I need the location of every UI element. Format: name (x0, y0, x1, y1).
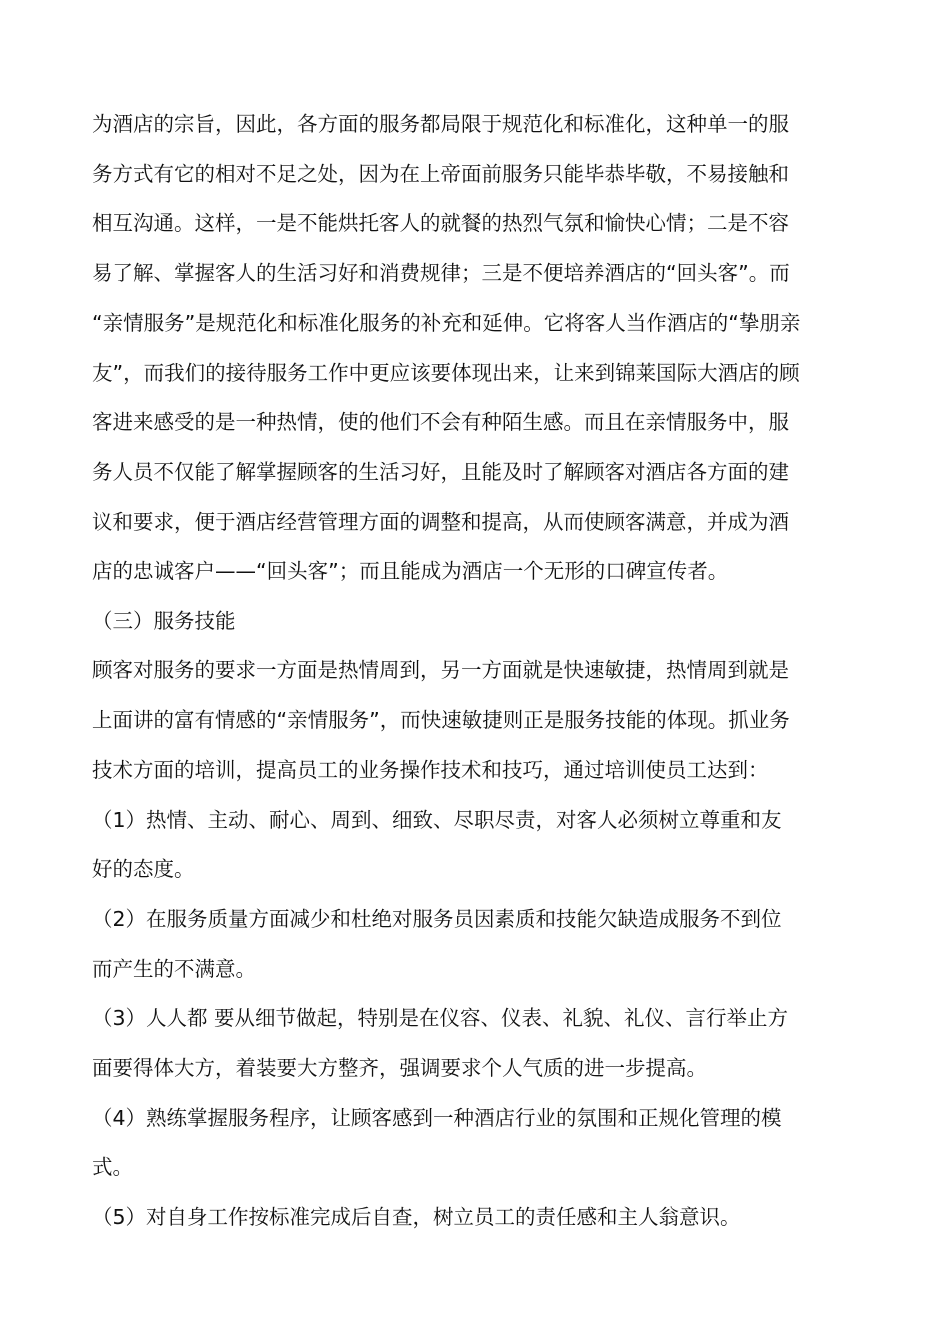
text-line: 好的态度。 (92, 857, 195, 881)
text-line: 面要得体大方，着装要大方整齐，强调要求个人气质的进一步提高。 (92, 1056, 707, 1080)
list-item-1: （1）热情、主动、耐心、周到、细致、尽职尽责，对客人必须树立尊重和友 (92, 808, 782, 832)
text-line: 上面讲的富有情感的“亲情服务”，而快速敏捷则正是服务技能的体现。抓业务 (92, 708, 790, 732)
text-line: 为酒店的宗旨，因此，各方面的服务都局限于规范化和标准化，这种单一的服 (92, 112, 789, 136)
text-line: 相互沟通。这样，一是不能烘托客人的就餐的热烈气氛和愉快心情；二是不容 (92, 211, 789, 235)
list-item-4: （4）熟练掌握服务程序，让顾客感到一种酒店行业的氛围和正规化管理的模 (92, 1106, 782, 1130)
text-line: “亲情服务”是规范化和标准化服务的补充和延伸。它将客人当作酒店的“挚朋亲 (92, 311, 801, 335)
text-line: 友”，而我们的接待服务工作中更应该要体现出来，让来到锦莱国际大酒店的顾 (92, 361, 800, 385)
section-heading: （三）服务技能 (92, 609, 236, 633)
text-line: 而产生的不满意。 (92, 957, 256, 981)
text-line: 店的忠诚客户——“回头客”；而且能成为酒店一个无形的口碑宣传者。 (92, 559, 729, 583)
list-item-3: （3）人人都 要从细节做起，特别是在仪容、仪表、礼貌、礼仪、言行举止方 (92, 1006, 789, 1030)
list-item-2: （2）在服务质量方面减少和杜绝对服务员因素质和技能欠缺造成服务不到位 (92, 907, 782, 931)
text-line: 客进来感受的是一种热情，使的他们不会有种陌生感。而且在亲情服务中，服 (92, 410, 789, 434)
text-line: 顾客对服务的要求一方面是热情周到，另一方面就是快速敏捷，热情周到就是 (92, 658, 789, 682)
list-item-5: （5）对自身工作按标准完成后自查，树立员工的责任感和主人翁意识。 (92, 1205, 741, 1229)
text-line: 务方式有它的相对不足之处，因为在上帝面前服务只能毕恭毕敬，不易接触和 (92, 162, 789, 186)
text-line: 易了解、掌握客人的生活习好和消费规律；三是不便培养酒店的“回头客”。而 (92, 261, 790, 285)
text-line: 式。 (92, 1155, 133, 1179)
text-line: 技术方面的培训，提高员工的业务操作技术和技巧，通过培训使员工达到： (92, 758, 769, 782)
text-line: 议和要求，便于酒店经营管理方面的调整和提高，从而使顾客满意，并成为酒 (92, 510, 789, 534)
text-line: 务人员不仅能了解掌握顾客的生活习好，且能及时了解顾客对酒店各方面的建 (92, 460, 789, 484)
